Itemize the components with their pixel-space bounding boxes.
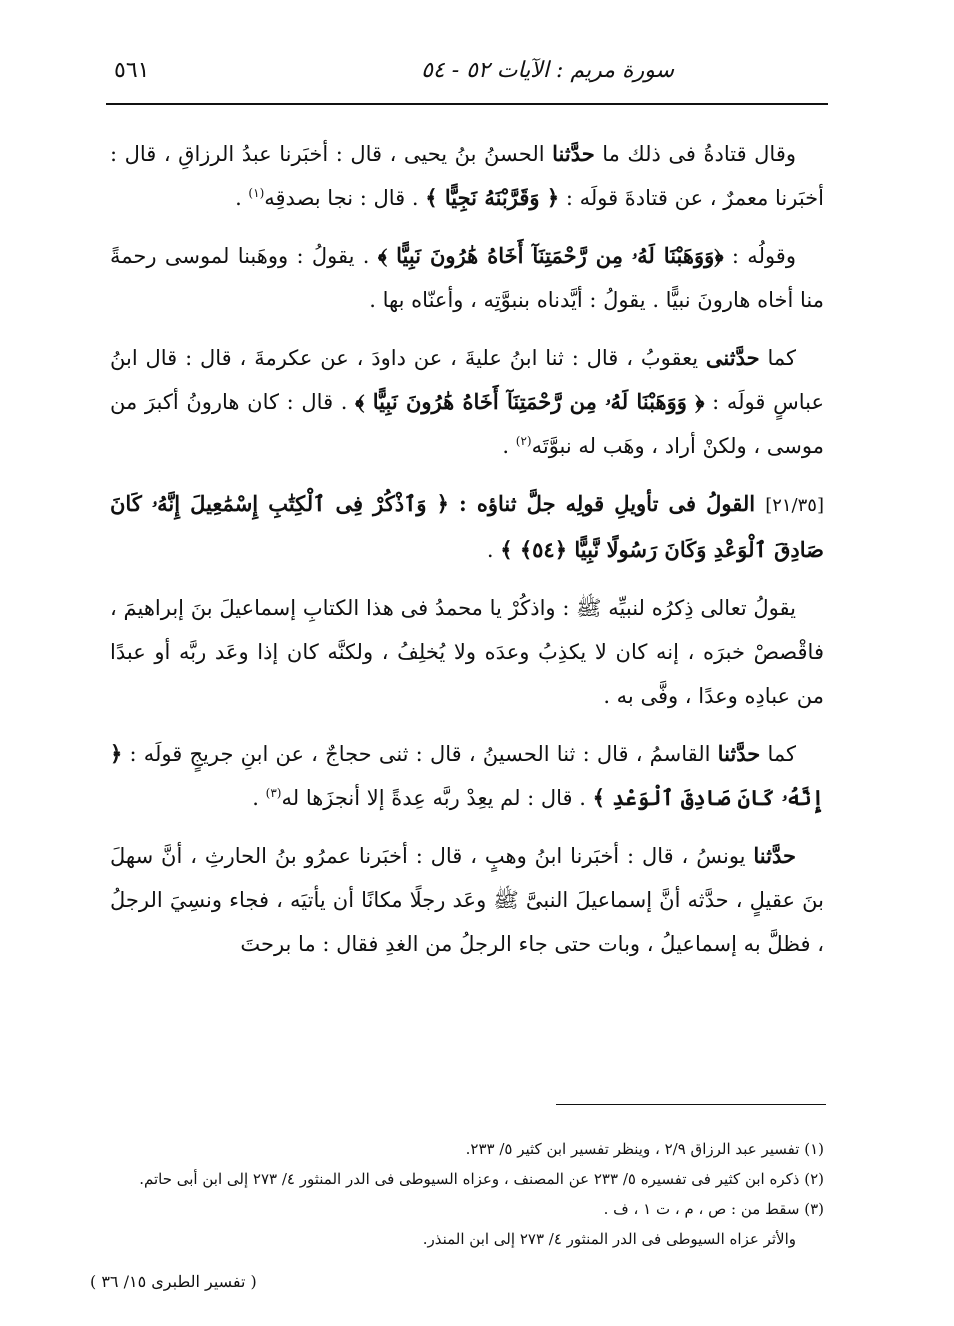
text-segment: . قال : نجا بصدقِه	[264, 186, 426, 210]
paragraph-7	[110, 834, 824, 966]
main-text	[110, 132, 824, 980]
quran-quote: ﴿ وَٱذْكُرْ فِى ٱلْكِتَٰبِ إِسْمَٰعِيلَ إِنَّهُۥ كَانَ صَادِقَ ٱلْوَعْدِ وَكَانَ رَسُولًا نَّبِيًّا ﴿٥٤﴾ ﴾	[110, 491, 824, 562]
text-segment: . قال : لم يعِدْ ربَّه عِدةً إلا أنجزَها له	[281, 786, 593, 810]
text-segment: .	[502, 434, 516, 458]
section-heading	[110, 482, 824, 572]
narration-term: حدَّثنا	[717, 741, 761, 766]
text-segment: .	[486, 538, 501, 562]
quran-quote: ﴿وَوَهَبْنَا لَهُۥ مِن رَّحْمَتِنَآ أَخَاهُ هَٰرُونَ نَبِيًّا ﴾	[377, 243, 724, 268]
header-divider	[106, 103, 828, 105]
heading-text: القولُ فى تأويلِ قولِه جلَّ ثناؤه :	[448, 491, 766, 516]
paragraph-3	[110, 336, 824, 468]
book-reference-footer: ( تفسير الطبرى ١٥/ ٣٦ )	[90, 1272, 257, 1291]
footnote-1: (١) تفسير عبد الرزاق ٢/٩ ، وينظر تفسير ابن كثير ٥/ ٢٣٣.	[465, 1140, 824, 1158]
text-segment: القاسمُ ، قال : ثنا الحسينُ ، قال : ثنى حجاجٌ ، عن ابنِ جريجٍ قولَه :	[122, 742, 718, 766]
paragraph-1	[110, 132, 824, 220]
text-segment: .	[235, 186, 249, 210]
narration-term: حدَّثنى	[705, 345, 760, 370]
text-segment: كما	[760, 742, 796, 766]
footnote-ref: (٢)	[515, 434, 532, 448]
page-header	[110, 58, 824, 98]
page-number: ٥٦١	[114, 58, 150, 83]
footnote-divider	[556, 1104, 826, 1105]
text-segment: يقولُ تعالى ذِكرُه لنبيِّه ﷺ : واذكُرْ يا محمدُ فى هذا الكتابِ إسماعيلَ بنَ إبراهيمَ ، فاقْصصْ خبرَه ، إنه كان لا يكذِبُ وعدَه ولا يُخلِفُ ، ولكنَّه كان إذا وعَد ربَّه أو عبدًا من عبادِه وعدًا ، وفَّى به .	[110, 596, 824, 708]
text-segment: وقولُه :	[723, 244, 796, 268]
footnote-3: (٣) سقط من : ص ، م ، ت ١ ، ف .	[603, 1200, 824, 1218]
footnote-3-continuation: والأثر عزاه السيوطى فى الدر المنثور ٤/ ٢٧٣ إلى ابن المنذر.	[422, 1230, 796, 1248]
paragraph-2	[110, 234, 824, 322]
text-segment: وقال قتادةُ فى ذلك ما	[594, 142, 796, 166]
text-segment: . قال : كان هارونُ أكبرَ من موسى ، ولكنْ أراد ، وهَب له نبوَّتَه	[110, 390, 824, 458]
footnote-2: (٢) ذكره ابن كثير فى تفسيره ٥/ ٢٣٣ عن المصنف ، وعزاه السيوطى فى الدر المنثور ٤/ ٢٧٣ إلى ابن أبى حاتم.	[139, 1170, 824, 1188]
text-segment: .	[252, 786, 266, 810]
book-page	[90, 0, 825, 1326]
quran-quote: ﴿ وَوَهَبْنَا لَهُۥ مِن رَّحْمَتِنَآ أَخَاهُ هَٰرُونَ نَبِيًّا ﴾	[355, 389, 705, 414]
footnote-ref: (٣)	[265, 786, 282, 800]
text-segment: يعقوبُ ، قال : ثنا ابنُ عليةَ ، عن داودَ ، عن عكرمةَ ، قال : قال ابنُ عباسٍ قولَه :	[110, 346, 825, 414]
paragraph-5	[110, 586, 824, 718]
text-segment: يونسُ ، قال : أخبَرنا ابنُ وهبٍ ، قال : أخبَرنا عمرُو بنُ الحارثِ ، أنَّ سهلَ بنَ عقيلٍ ، حدَّثه أنَّ إسماعيلَ النبىَّ ﷺ وعَد رجلًا مكانًا أن يأتيَه ، فجاء ونسِيَ الرجلُ ، فظلَّ به إسماعيلُ ، وبات حتى جاء الرجلُ من الغدِ فقال : ما برحتَ	[110, 844, 824, 956]
surah-title: سورة مريم : الآيات ٥٢ - ٥٤	[421, 58, 674, 83]
text-segment: كما	[759, 346, 797, 370]
footnotes	[110, 1134, 824, 1254]
text-segment: . يقولُ : ووهَبنا لموسى رحمةً منا أخاه هارونَ نبيًّا . يقولُ : أيَّدناه بنبوَّتِه ، وأعنّاه بها .	[110, 244, 824, 312]
paragraph-6	[110, 732, 824, 820]
volume-page-ref: [٢١/٣٥]	[765, 495, 824, 516]
quran-quote: ﴿ وَقَرَّبْنَهُ نَجِيًّا ﴾	[425, 185, 560, 210]
narration-term: حدَّثنا	[552, 141, 595, 166]
narration-term: حدَّثنا	[753, 843, 796, 868]
text-segment: الحسنُ بنُ يحيى ، قال : أخبَرنا عبدُ الرزاقِ ، قال : أخبَرنا معمرٌ ، عن قتادةَ قولَه :	[110, 142, 824, 210]
quran-quote: ﴿ إِنَّهُۥ كَانَ صَادِقَ ٱلْوَعْدِ ﴾	[110, 741, 824, 810]
footnote-ref: (١)	[248, 186, 265, 200]
